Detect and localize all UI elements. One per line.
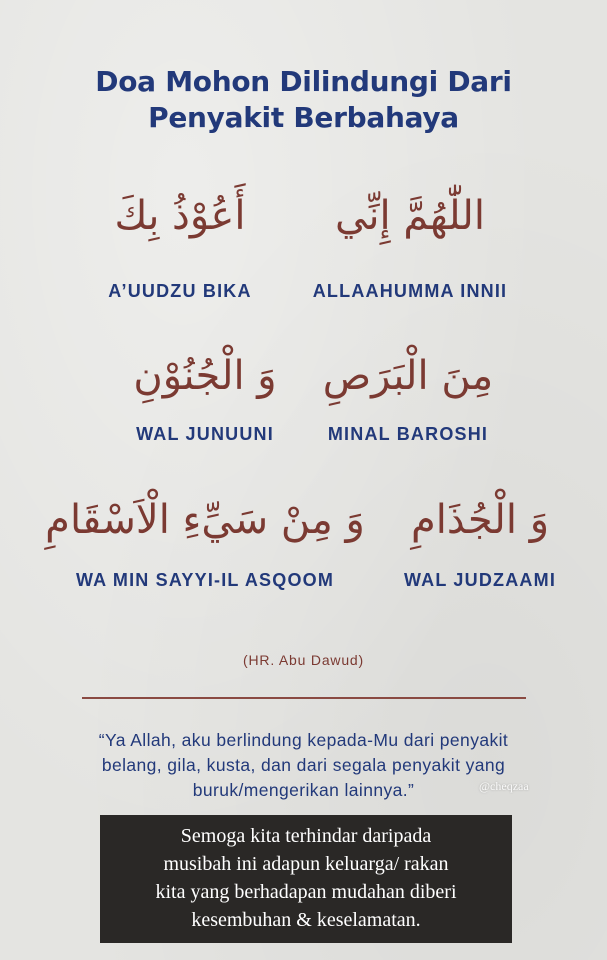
latin-phrase-minal-baroshi: MINAL BAROSHI [327,424,489,444]
arabic-phrase-wa-min-sayyi-il-asqoom: وَ مِنْ سَيِّءِ الْاَسْقَامِ [45,497,365,543]
caption-line-2: musibah ini adapun keluarga/ rakan [163,853,449,875]
page-title-line-1: Doa Mohon Dilindungi Dari [95,65,512,98]
caption-line-1: Semoga kita terhindar daripada [180,825,432,847]
divider [82,697,526,699]
arabic-phrase-wal-judzaami: وَ الْجُذَامِ [410,497,550,543]
arabic-phrase-wal-junuuni: وَ الْجُنُوْنِ [133,353,277,399]
arabic-phrase-allaahumma-innii: اللّٰهُمَّ إِنِّي [335,193,485,239]
latin-phrase-audzu-bika: A’UUDZU BIKA [108,281,252,301]
translation-line-1: “Ya Allah, aku berlindung kepada-Mu dari penyakit [98,730,509,750]
arabic-phrase-audzu-bika: أَعُوْذُ بِكَ [114,193,246,239]
caption-box [100,815,512,943]
translation-line-2: belang, gila, kusta, dan dari segala penyakit yang [101,755,506,775]
latin-phrase-allaahumma-innii: ALLAAHUMMA INNII [312,281,508,301]
arabic-phrase-minal-baroshi: مِنَ الْبَرَصِ [322,353,494,399]
page-title-line-2: Penyakit Berbahaya [148,101,459,134]
latin-phrase-wa-min-sayyi-il-asqoom: WA MIN SAYYI-IL ASQOOM [75,570,335,590]
caption-line-3: kita yang berhadapan mudahan diberi [155,881,457,903]
latin-phrase-wal-junuuni: WAL JUNUUNI [136,424,274,444]
hadith-reference: (HR. Abu Dawud) [243,652,364,668]
watermark-handle: @cheqzaa [479,779,529,793]
caption-line-4: kesembuhan & keselamatan. [191,909,421,931]
latin-phrase-wal-judzaami: WAL JUDZAAMI [403,570,557,590]
translation-line-3: buruk/mengerikan lainnya.” [192,780,415,800]
